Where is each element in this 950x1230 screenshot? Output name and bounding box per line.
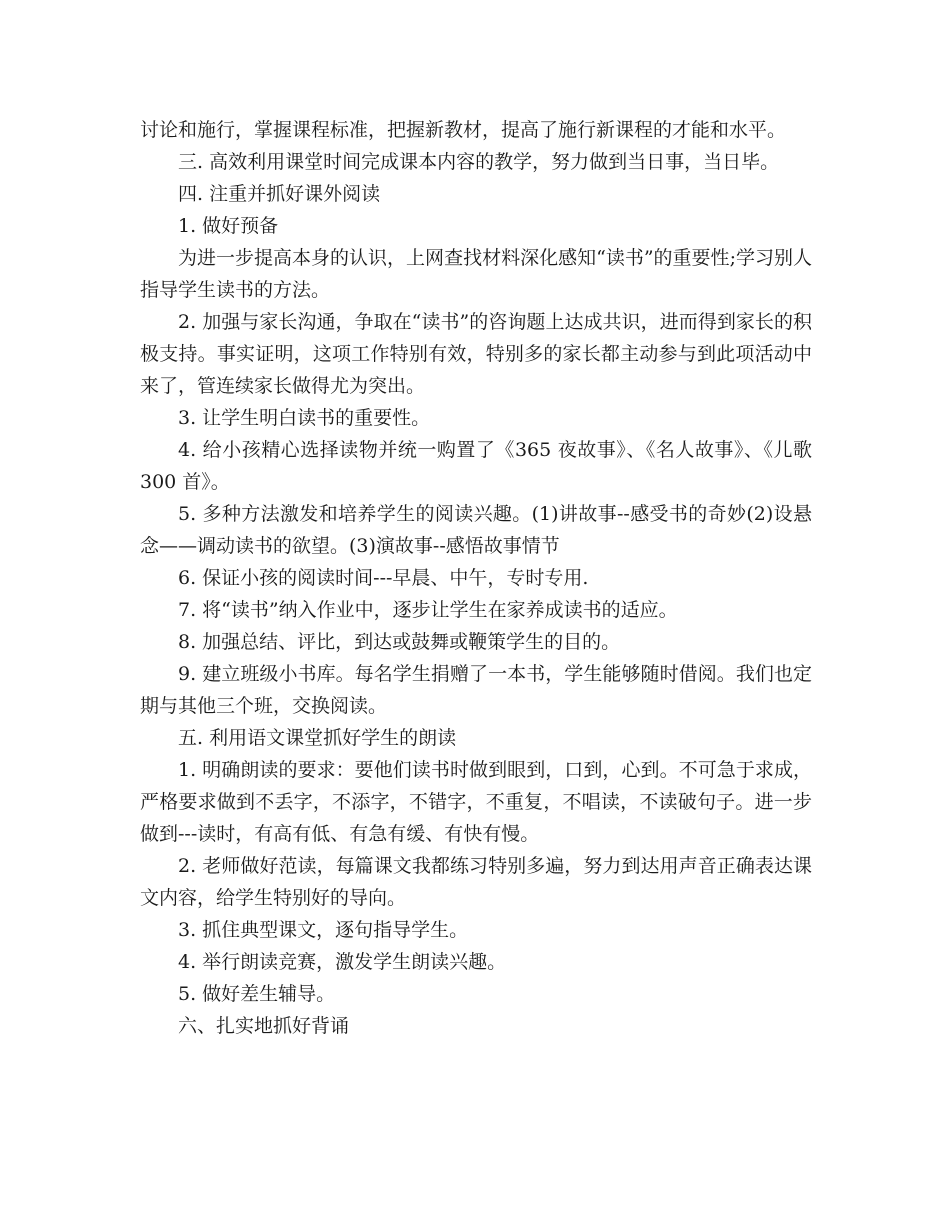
paragraph-self-improvement: 为进一步提高本身的认识，上网查找材料深化感知“读书”的重要性;学习别人指导学生读书的方法。 bbox=[140, 247, 812, 301]
list-item-parent-communication: 2. 加强与家长沟通，争取在“读书”的咨询题上达成共识，进而得到家长的积极支持。事实证明，这项工作特别有效，特别多的家长都主动参与到此项活动中来了，管连续家长做得尤为突出。 bbox=[140, 311, 812, 397]
list-item-model-reading: 2. 老师做好范读，每篇课文我都练习特别多遍，努力到达用声音正确表达课文内容，给学生特别好的导向。 bbox=[140, 855, 812, 909]
list-item-reading-interest: 5. 多种方法激发和培养学生的阅读兴趣。(1)讲故事--感受书的奇妙(2)设悬念——调动读书的欲望。(3)演故事--感悟故事情节 bbox=[140, 503, 812, 557]
paragraph-continuation: 讨论和施行，掌握课程标准，把握新教材，提高了施行新课程的才能和水平。 bbox=[140, 119, 787, 141]
list-item-homework: 7. 将“读书”纳入作业中，逐步让学生在家养成读书的适应。 bbox=[178, 599, 678, 621]
list-item-typical-texts: 3. 抓住典型课文，逐句指导学生。 bbox=[178, 919, 469, 941]
list-item-evaluation: 8. 加强总结、评比，到达或鼓舞或鞭策学生的目的。 bbox=[178, 631, 621, 653]
document-body bbox=[140, 114, 812, 1042]
list-item-competition: 4. 举行朗读竞赛，激发学生朗读兴趣。 bbox=[178, 951, 507, 973]
section-six-heading: 六、扎实地抓好背诵 bbox=[178, 1015, 350, 1037]
list-item-reading-materials: 4. 给小孩精心选择读物并统一购置了《365 夜故事》、《名人故事》、《儿歌 300 首》。 bbox=[140, 439, 812, 493]
section-five-heading: 五. 利用语文课堂抓好学生的朗读 bbox=[178, 727, 457, 749]
list-item-tutoring: 5. 做好差生辅导。 bbox=[178, 983, 336, 1005]
list-item-class-library: 9. 建立班级小书库。每名学生捐赠了一本书，学生能够随时借阅。我们也定期与其他三个班，交换阅读。 bbox=[140, 663, 812, 717]
section-three: 三. 高效利用课堂时间完成课本内容的教学，努力做到当日事，当日毕。 bbox=[178, 151, 780, 173]
list-item-prepare: 1. 做好预备 bbox=[178, 215, 279, 237]
list-item-reading-time: 6. 保证小孩的阅读时间---早晨、中午，专时专用. bbox=[178, 567, 589, 589]
list-item-reading-requirements: 1. 明确朗读的要求：要他们读书时做到眼到，口到，心到。不可急于求成，严格要求做到不丢字，不添字，不错字，不重复，不唱读，不读破句子。进一步做到---读时，有高有低、有急有缓、有快有慢。 bbox=[140, 759, 812, 845]
list-item-importance: 3. 让学生明白读书的重要性。 bbox=[178, 407, 431, 429]
section-four-heading: 四. 注重并抓好课外阅读 bbox=[178, 183, 381, 205]
